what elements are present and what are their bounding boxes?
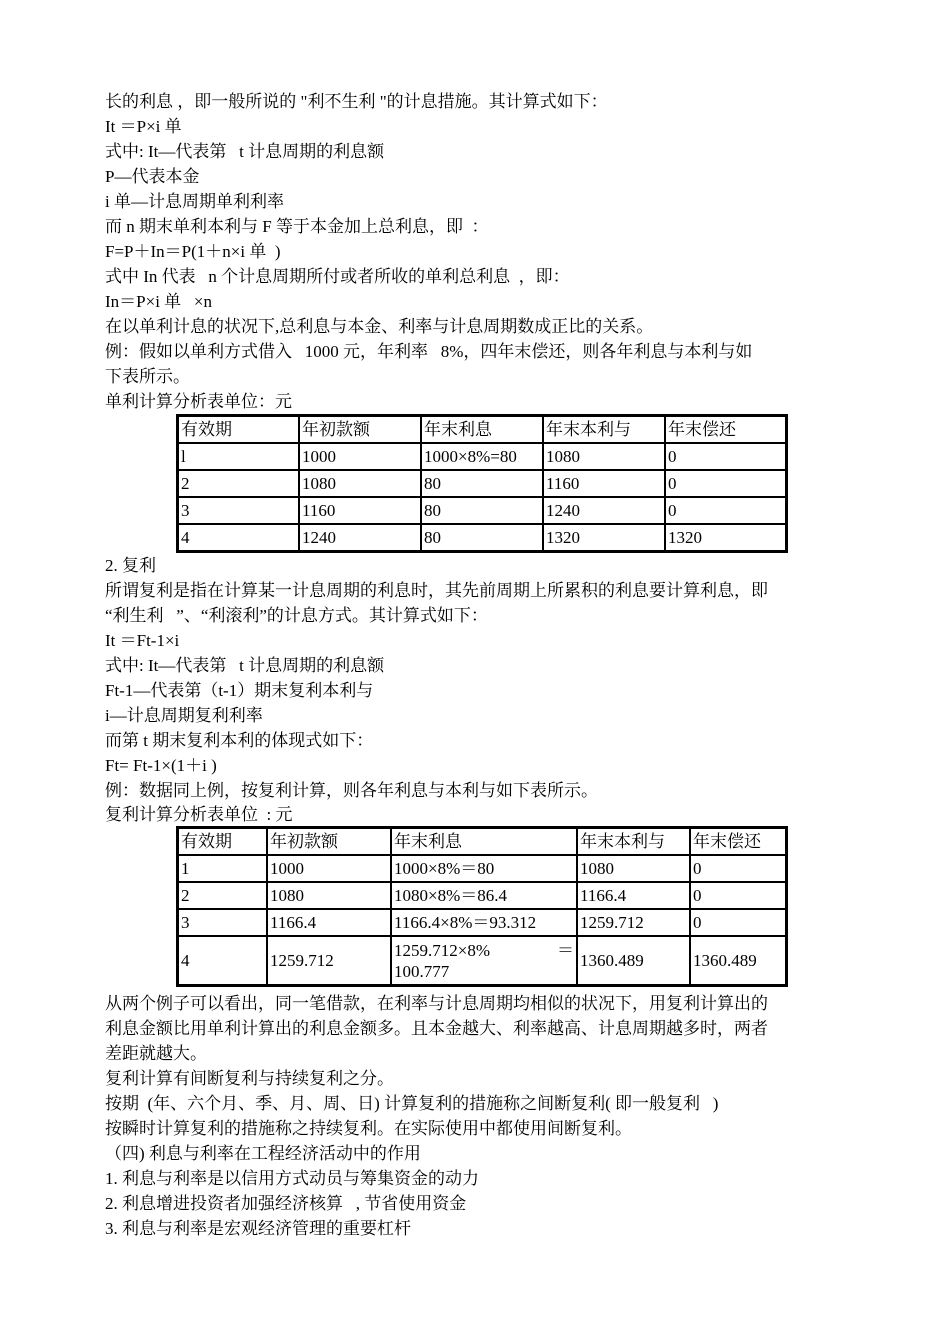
text-line: 利息金额比用单利计算出的利息金额多。且本金越大、利率越高、计息周期越多时，两者	[105, 1019, 768, 1038]
table-cell: 1080×8%＝86.4	[391, 882, 577, 909]
text-line: 按瞬时计算复利的措施称之持续复利。在实际使用中都使用间断复利。	[105, 1119, 632, 1138]
table-row	[178, 909, 786, 936]
table-cell: 80	[421, 470, 543, 497]
text-line: 式中: It—代表第 t 计息周期的利息额	[105, 656, 385, 675]
table-cell: 0	[690, 882, 786, 909]
table-header-cell: 年初款额	[299, 416, 421, 443]
table-cell: 1160	[543, 470, 665, 497]
table-cell: 2	[178, 470, 299, 497]
table-cell: 1166.4×8%＝93.312	[391, 909, 577, 936]
table-row	[178, 936, 786, 985]
table-cell: 0	[665, 497, 786, 524]
table-cell: 0	[690, 909, 786, 936]
formula-line: In＝P×i 单 ×n	[105, 292, 213, 311]
text-line: 在以单利计息的状况下,总利息与本金、利率与计息周期数成正比的关系。	[105, 317, 654, 336]
table-row	[178, 497, 786, 524]
text-line: 例：假如以单利方式借入 1000 元，年利率 8%，四年末偿还，则各年利息与本利与如	[105, 342, 753, 361]
table-cell: 1080	[267, 882, 391, 909]
table-cell: 3	[178, 497, 299, 524]
table-cell: 2	[178, 882, 267, 909]
table-header-cell: 年末利息	[391, 828, 577, 855]
list-item: 1. 利息与利率是以信用方式动员与筹集资金的动力	[105, 1169, 479, 1188]
table-cell: 1080	[577, 855, 690, 882]
text-line: 所谓复利是指在计算某一计息周期的利息时，其先前周期上所累积的利息要计算利息，即	[105, 581, 768, 600]
table-cell: 0	[665, 443, 786, 470]
formula-line: F=P＋In＝P(1＋n×i 单 )	[105, 242, 281, 261]
text-line: 而 n 期末单利本利与 F 等于本金加上总利息，即 ：	[105, 217, 489, 236]
table-cell: 80	[421, 524, 543, 551]
table-cell: 1000×8%＝80	[391, 855, 577, 882]
table-cell: 4	[178, 524, 299, 551]
table-cell: l	[178, 443, 299, 470]
table-row	[178, 882, 786, 909]
table-cell: 1166.4	[577, 882, 690, 909]
interest-result: 100.777	[394, 961, 450, 981]
table-cell	[391, 936, 577, 985]
table-header-cell: 年末偿还	[690, 828, 786, 855]
formula-line: It ＝P×i 单	[105, 117, 182, 136]
text-line: 下表所示。	[105, 367, 190, 386]
text-line: Ft-1—代表第（t-1）期末复利本利与	[105, 681, 374, 700]
table-cell: 1259.712	[577, 909, 690, 936]
list-item: 2. 利息增进投资者加强经济核算 , 节省使用资金	[105, 1194, 467, 1213]
text-line: “利生利 ”、“利滚利”的计息方式。其计算式如下：	[105, 606, 488, 625]
table-header-cell: 有效期	[178, 416, 299, 443]
table-cell: 1360.489	[690, 936, 786, 985]
table-cell: 1320	[665, 524, 786, 551]
table-header-cell: 年末偿还	[665, 416, 786, 443]
table-cell: 1000	[299, 443, 421, 470]
equals-sign: ＝	[557, 940, 574, 960]
table-row	[178, 470, 786, 497]
text-line: i 单—计息周期单利利率	[105, 192, 284, 211]
text-line: 差距就越大。	[105, 1044, 207, 1063]
table-cell: 1080	[299, 470, 421, 497]
table-cell: 80	[421, 497, 543, 524]
text-line: i—计息周期复利利率	[105, 706, 263, 725]
table-header-cell: 年初款额	[267, 828, 391, 855]
table-cell: 1080	[543, 443, 665, 470]
section-heading: 2. 复利	[105, 556, 156, 575]
compound-interest-table	[176, 826, 788, 987]
table-row	[178, 855, 786, 882]
text-line: 而第 t 期末复利本利的体现式如下：	[105, 731, 374, 750]
interest-calc-line	[394, 940, 574, 961]
text-line: 复利计算有间断复利与持续复利之分。	[105, 1069, 394, 1088]
text-line: P—代表本金	[105, 167, 200, 186]
table-cell: 1240	[543, 497, 665, 524]
table-cell: 4	[178, 936, 267, 985]
table-header-cell: 年末利息	[421, 416, 543, 443]
table-cell: 1160	[299, 497, 421, 524]
section-heading: （四) 利息与利率在工程经济活动中的作用	[105, 1144, 421, 1163]
table-header-cell: 年末本利与	[543, 416, 665, 443]
table-cell: 1259.712	[267, 936, 391, 985]
table-cell: 1000	[267, 855, 391, 882]
text-line: 式中 In 代表 n 个计息周期所付或者所收的单利总利息 ，即：	[105, 267, 570, 286]
table-header-row	[178, 828, 786, 855]
table-row	[178, 524, 786, 551]
text-line: 从两个例子可以看出，同一笔借款，在利率与计息周期均相似的状况下，用复利计算出的	[105, 994, 768, 1013]
table-caption: 单利计算分析表单位：元	[105, 392, 292, 411]
formula-line: It ＝Ft-1×i	[105, 631, 180, 650]
list-item: 3. 利息与利率是宏观经济管理的重要杠杆	[105, 1219, 411, 1238]
table-cell: 1	[178, 855, 267, 882]
table-cell: 3	[178, 909, 267, 936]
text-line: 按期 (年、六个月、季、月、周、日) 计算复利的措施称之间断复利( 即一般复利 )	[105, 1094, 719, 1113]
table-cell: 1320	[543, 524, 665, 551]
text-line: 式中: It—代表第 t 计息周期的利息额	[105, 142, 385, 161]
table-cell: 0	[690, 855, 786, 882]
table-cell: 1240	[299, 524, 421, 551]
table-header-row	[178, 416, 786, 443]
table-cell: 0	[665, 470, 786, 497]
table-header-cell: 有效期	[178, 828, 267, 855]
table-caption: 复利计算分析表单位 : 元	[105, 805, 293, 824]
table-cell: 1360.489	[577, 936, 690, 985]
table-cell: 1000×8%=80	[421, 443, 543, 470]
interest-expression: 1259.712×8%	[394, 940, 490, 960]
table-header-cell: 年末本利与	[577, 828, 690, 855]
formula-line: Ft= Ft-1×(1＋i )	[105, 756, 217, 775]
table-cell: 1166.4	[267, 909, 391, 936]
text-line: 例：数据同上例，按复利计算，则各年利息与本利与如下表所示。	[105, 781, 598, 800]
simple-interest-table	[176, 414, 788, 553]
text-line: 长的利息 ，即一般所说的 "利不生利 "的计息措施。其计算式如下：	[105, 92, 608, 111]
table-row	[178, 443, 786, 470]
